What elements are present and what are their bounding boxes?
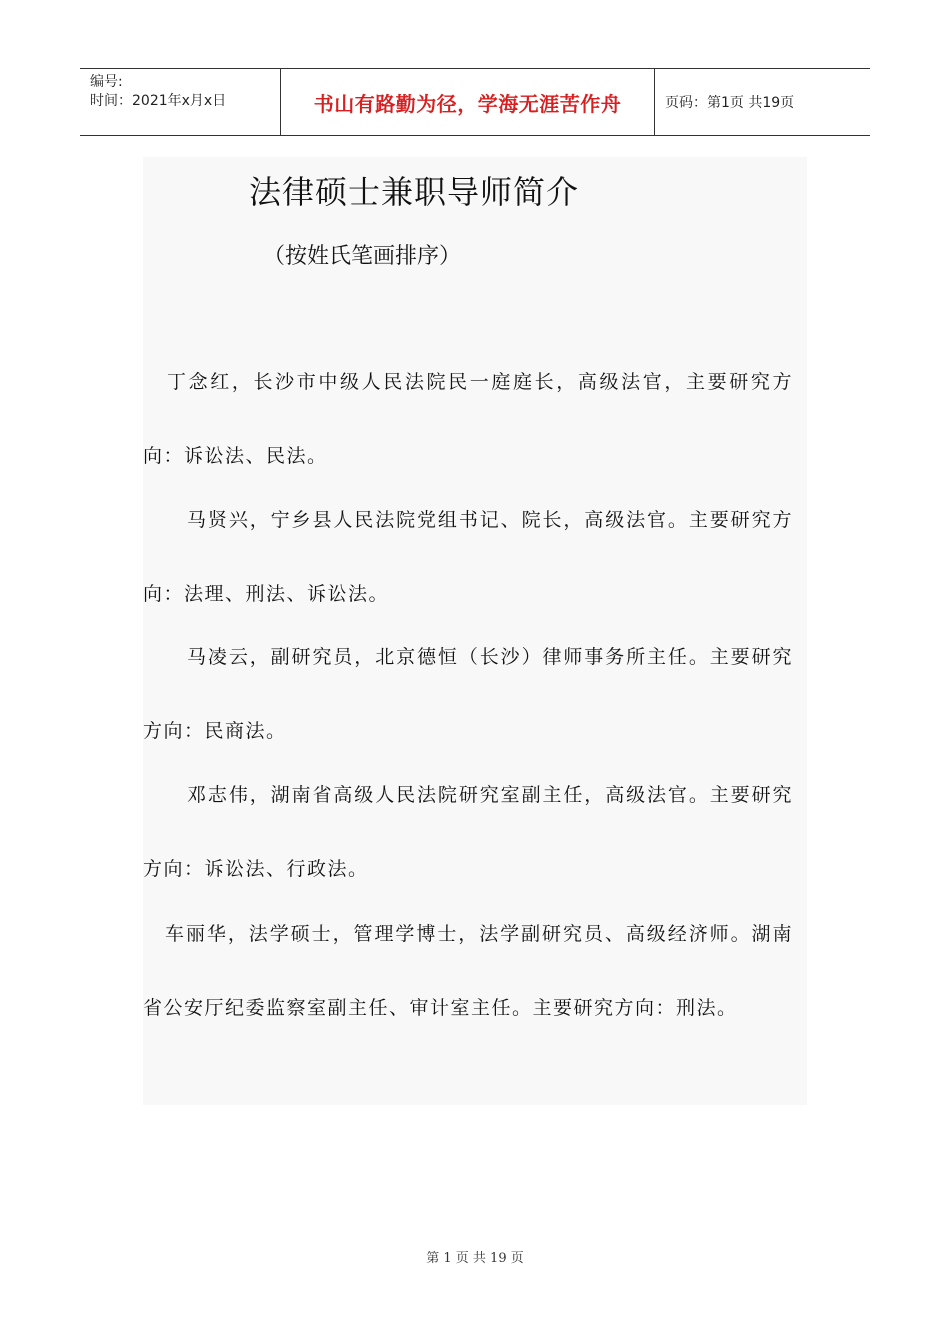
entry-ding-nianhong: 丁念红，长沙市中级人民法院民一庭庭长，高级法官，主要研究方向：诉讼法、民法。 [143,371,793,467]
document-body [143,157,807,1105]
header-number: 编号: [90,74,123,90]
page-footer: 第 1 页 共 19 页 [426,1251,524,1266]
entry-che-lihua: 车丽华，法学硕士，管理学博士，法学副研究员、高级经济师。湖南省公安厅纪委监察室副主任、审计室主任。主要研究方向：刑法。 [143,923,793,1019]
header-page-info: 页码：第1页 共19页 [665,95,795,111]
entry-ma-lingyun: 马凌云，副研究员，北京德恒（长沙）律师事务所主任。主要研究方向：民商法。 [143,646,793,742]
entry-deng-zhiwei: 邓志伟，湖南省高级人民法院研究室副主任，高级法官。主要研究方向：诉讼法、行政法。 [143,784,793,880]
header-motto: 书山有路勤为径，学海无涯苦作舟 [281,69,655,135]
entry-ma-xianxing: 马贤兴，宁乡县人民法院党组书记、院长，高级法官。主要研究方向：法理、刑法、诉讼法。 [143,509,793,605]
header-time: 时间：2021年x月x日 [90,93,227,109]
document-subtitle: （按姓氏笔画排序） [263,244,462,269]
document-title: 法律硕士兼职导师简介 [249,173,580,211]
document-header [80,68,870,136]
header-meta [80,69,281,135]
